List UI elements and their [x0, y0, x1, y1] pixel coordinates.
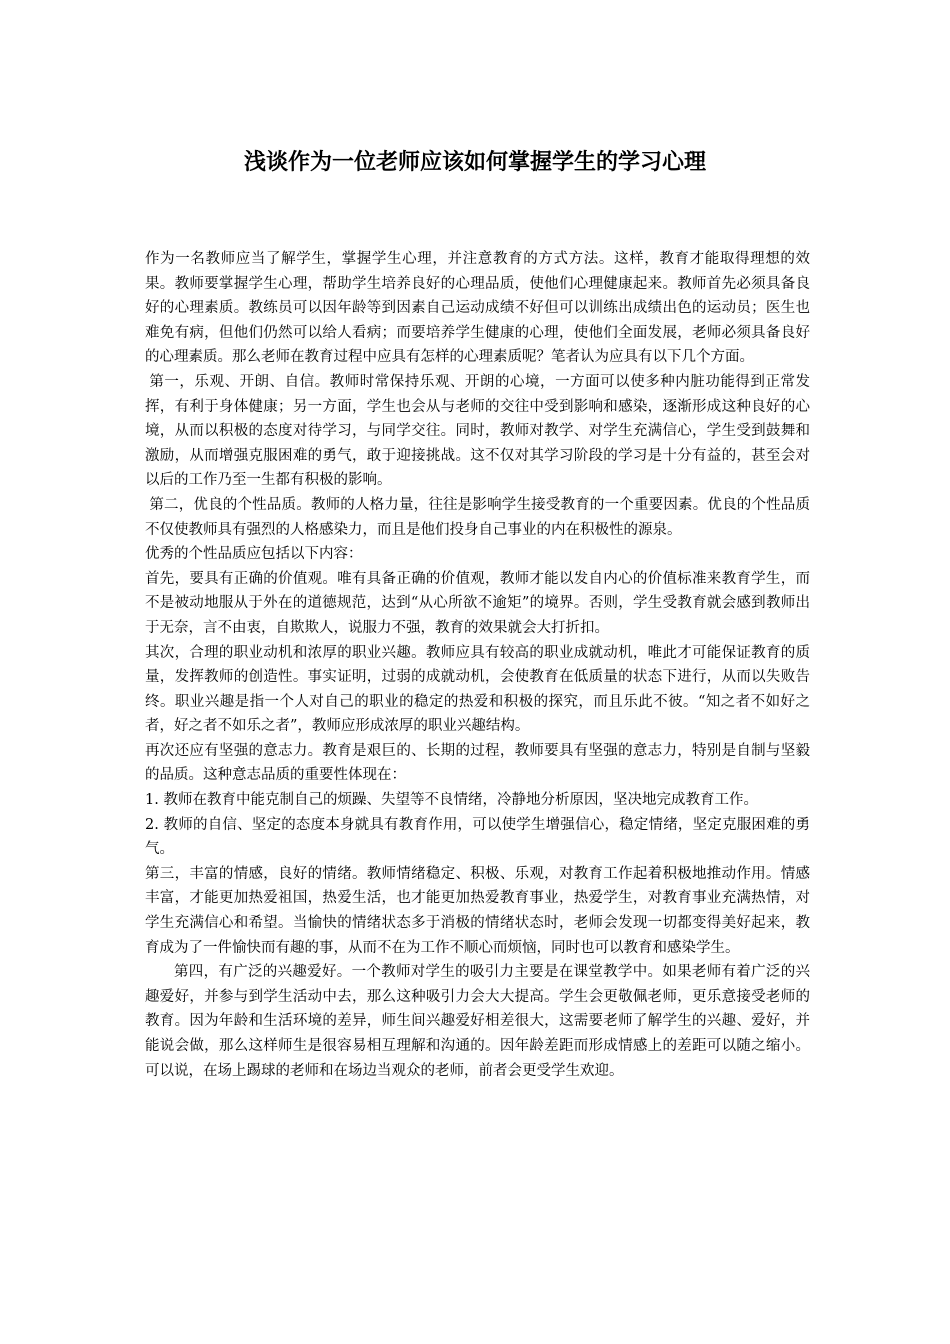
- list-item-2: 2. 教师的自信、坚定的态度本身就具有教育作用，可以使学生增强信心，稳定情绪，坚定克服困难的勇气。: [145, 816, 810, 858]
- paragraph-motivation: 其次，合理的职业动机和浓厚的职业兴趣。教师应具有较高的职业成就动机，唯此才可能保证教育的质量，发挥教师的创造性。事实证明，过弱的成就动机，会使教育在低质量的状态下进行，从而以失败告终。职业兴趣是指一个人对自己的职业的稳定的热爱和积极的探究，而且乐此不彼。“知之者不如好之者，好之者不如乐之者”，教师应形成浓厚的职业兴趣结构。: [145, 644, 810, 735]
- page-title: 浅谈作为一位老师应该如何掌握学生的学习心理: [243, 149, 706, 175]
- paragraph-list-intro: 优秀的个性品质应包括以下内容：: [145, 546, 363, 563]
- paragraph-values: 首先，要具有正确的价值观。唯有具备正确的价值观，教师才能以发自内心的价值标准来教育学生，而不是被动地服从于外在的道德规范，达到“从心所欲不逾矩”的境界。否则，学生受教育就会感到教师出于无奈，言不由衷，自欺欺人，说服力不强，教育的效果就会大打折扣。: [145, 570, 810, 636]
- list-item-1: 1. 教师在教育中能克制自己的烦躁、失望等不良情绪，冷静地分析原因，坚决地完成教育工作。: [145, 792, 758, 809]
- paragraph-willpower: 再次还应有坚强的意志力。教育是艰巨的、长期的过程，教师要具有坚强的意志力，特别是自制与坚毅的品质。这种意志品质的重要性体现在：: [145, 742, 810, 784]
- paragraph-point-3: 第三，丰富的情感，良好的情绪。教师情绪稳定、积极、乐观，对教育工作起着积极地推动作用。情感丰富，才能更加热爱祖国，热爱生活，也才能更加热爱教育事业，热爱学生，对教育事业充满热情，对学生充满信心和希望。当愉快的情绪状态多于消极的情绪状态时，老师会发现一切都变得美好起来，教育成为了一件愉快而有趣的事，从而不在为工作不顺心而烦恼，同时也可以教育和感染学生。: [145, 865, 810, 956]
- paragraph-point-2: 第二，优良的个性品质。教师的人格力量，往往是影响学生接受教育的一个重要因素。优良的个性品质不仅使教师具有强烈的人格感染力，而且是他们投身自己事业的内在积极性的源泉。: [145, 496, 810, 538]
- paragraph-intro: 作为一名教师应当了解学生，掌握学生心理，并注意教育的方式方法。这样，教育才能取得理想的效果。教师要掌握学生心理，帮助学生培养良好的心理品质，使他们心理健康起来。教师首先必须具备良好的心理素质。教练员可以因年龄等到因素自己运动成绩不好但可以训练出成绩出色的运动员；医生也难免有病，但他们仍然可以给人看病；而要培养学生健康的心理，使他们全面发展，老师必须具备良好的心理素质。那么老师在教育过程中应具有怎样的心理素质呢？笔者认为应具有以下几个方面。: [145, 251, 810, 366]
- paragraph-point-1: 第一，乐观、开朗、自信。教师时常保持乐观、开朗的心境，一方面可以使多种内脏功能得到正常发挥，有利于身体健康；另一方面，学生也会从与老师的交往中受到影响和感染，逐渐形成这种良好的心境，从而以积极的态度对待学习，与同学交往。同时，教师对教学、对学生充满信心，学生受到鼓舞和激励，从而增强克服困难的勇气，敢于迎接挑战。这不仅对其学习阶段的学习是十分有益的，甚至会对以后的工作乃至一生都有积极的影响。: [145, 373, 810, 489]
- paragraph-point-4: 第四，有广泛的兴趣爱好。一个教师对学生的吸引力主要是在课堂教学中。如果老师有着广泛的兴趣爱好，并参与到学生活动中去，那么这种吸引力会大大提高。学生会更敬佩老师，更乐意接受老师的教育。因为年龄和生活环境的差异，师生间兴趣爱好相差很大，这需要老师了解学生的兴趣、爱好，并能说会做，那么这样师生是很容易相互理解和沟通的。因年龄差距而形成情感上的差距可以随之缩小。可以说，在场上踢球的老师和在场边当观众的老师，前者会更受学生欢迎。: [145, 964, 810, 1079]
- document-body: [145, 247, 810, 1083]
